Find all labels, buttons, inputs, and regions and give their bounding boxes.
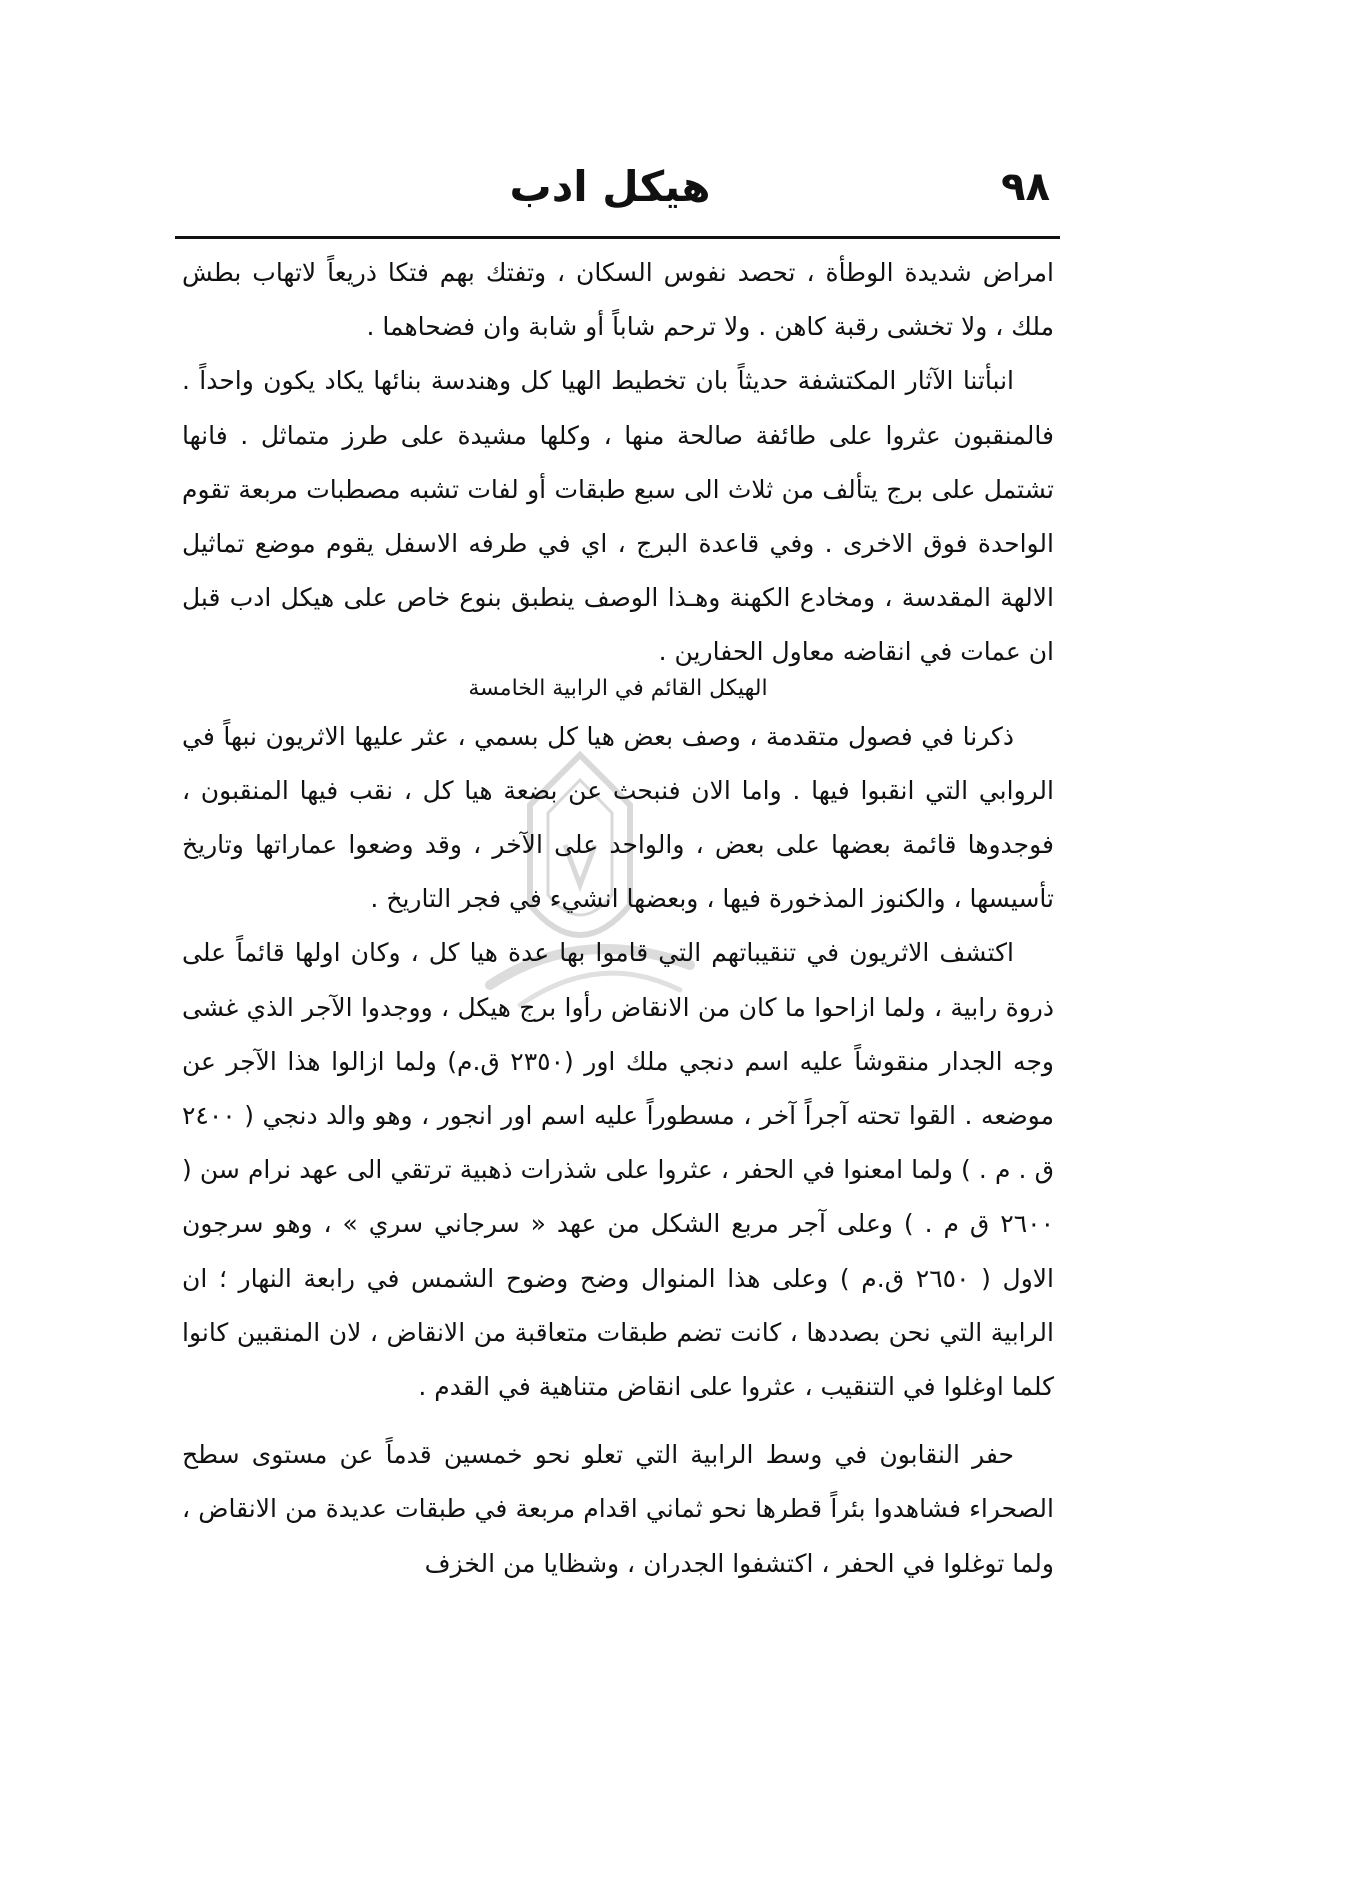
main-text	[182, 246, 1054, 1591]
header-rule	[175, 236, 1060, 239]
section-heading: الهيكل القائم في الرابية الخامسة	[468, 675, 768, 701]
page-header	[170, 150, 1050, 230]
paragraph-1: امراض شديدة الوطأة ، تحصد نفوس السكان ، وتفتك بهم فتكا ذريعاً لاتهاب بطش ملك ، ولا تخشى رقبة كاهن . ولا ترحم شاباً أو شابة وان فضحاهما .	[182, 258, 1054, 342]
section-paragraph-2: اكتشف الاثريون في تنقيباتهم التي قاموا بها عدة هيا كل ، وكان اولها قائماً على ذروة رابية ، ولما ازاحوا ما كان من الانقاض رأوا برج هيكل ، ووجدوا الآجر الذي غشى وجه الجدار منقوشاً عليه اسم دنجي ملك اور (٢٣٥٠ ق.م) ولما ازالوا هذا الآجر عن موضعه . القوا تحته آجراً آخر ، مسطوراً عليه اسم اور انجور ، وهو والد دنجي ( ٢٤٠٠ ق . م . ) ولما امعنوا في الحفر ، عثروا على شذرات ذهبية ترتقي الى عهد نرام سن ( ٢٦٠٠ ق م . ) وعلى آجر مربع الشكل من عهد « سرجاني سري » ، وهو سرجون الاول ( ٢٦٥٠ ق.م ) وعلى هذا المنوال وضح وضوح الشمس في رابعة النهار ؛ ان الرابية التي نحن بصددها ، كانت تضم طبقات متعاقبة من الانقاض ، لان المنقبين كانوا كلما اوغلوا في التنقيب ، عثروا على انقاض متناهية في القدم .	[182, 938, 1054, 1402]
running-title: هيكل ادب	[509, 162, 711, 211]
paragraph-2: انبأتنا الآثار المكتشفة حديثاً بان تخطيط الهيا كل وهندسة بنائها يكاد يكون واحداً . فالمنقبون عثروا على طائفة صالحة منها ، وكلها مشيدة على طرز متماثل . فانها تشتمل على برج يتألف من ثلاث الى سبع طبقات أو لفات تشبه مصطبات مربعة تقوم الواحدة فوق الاخرى . وفي قاعدة البرج ، اي في طرفه الاسفل يقوم موضع تماثيل الالهة المقدسة ، ومخادع الكهنة وهـذا الوصف ينطبق بنوع خاص على هيكل ادب قبل ان عمات في انقاضه معاول الحفارين .	[182, 366, 1054, 667]
page-number: ٩٨	[1001, 164, 1050, 210]
section-paragraph-3: حفر النقابون في وسط الرابية التي تعلو نحو خمسين قدماً عن مستوى سطح الصحراء فشاهدوا بئراً قطرها نحو ثماني اقدام مربعة في طبقات عديدة من الانقاض ، ولما توغلوا في الحفر ، اكتشفوا الجدران ، وشظايا من الخزف	[182, 1440, 1054, 1578]
section-paragraph-1: ذكرنا في فصول متقدمة ، وصف بعض هيا كل بسمي ، عثر عليها الاثريون نبهاً في الروابي التي انقبوا فيها . واما الان فنبحث عن بضعة هيا كل ، نقب فيها المنقبون ، فوجدوها قائمة بعضها على بعض ، والواحد على الآخر ، وقد وضعوا عماراتها وتاريخ تأسيسها ، والكنوز المذخورة فيها ، وبعضها انشيء في فجر التاريخ .	[182, 721, 1054, 914]
